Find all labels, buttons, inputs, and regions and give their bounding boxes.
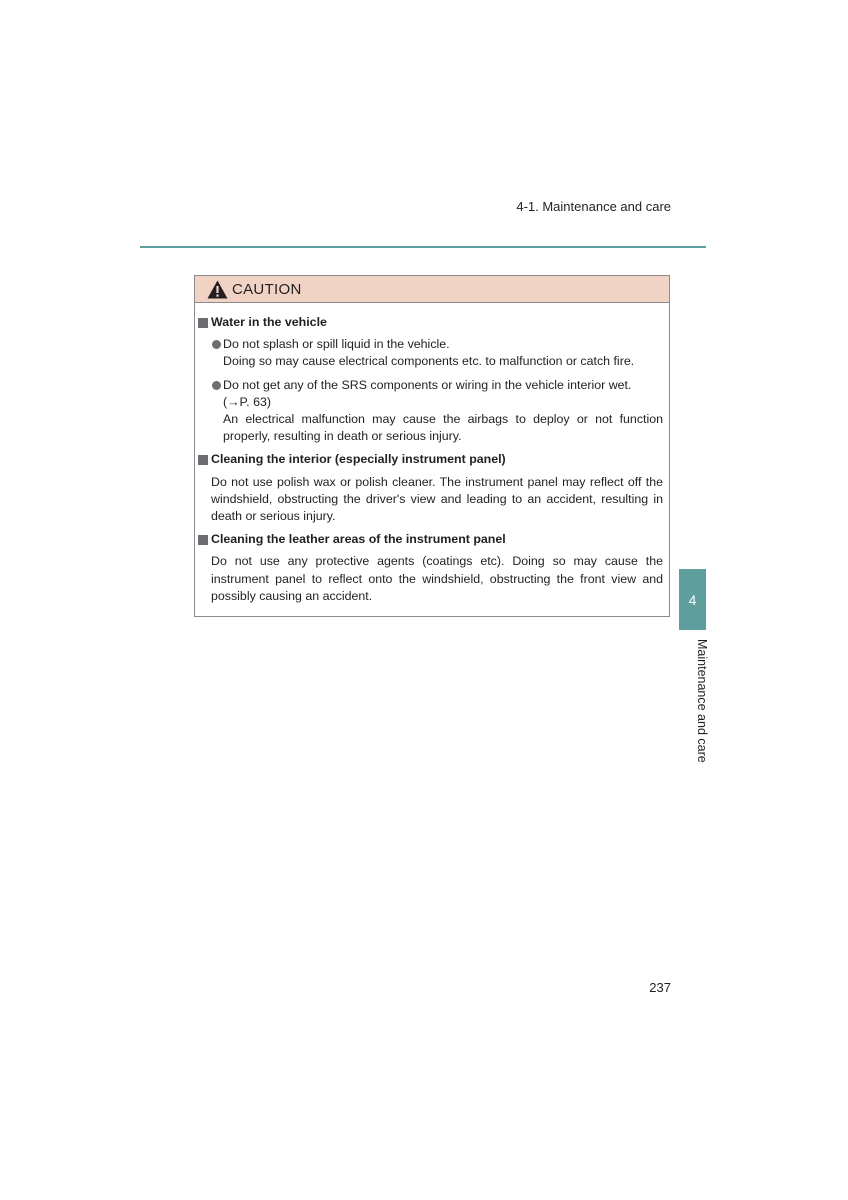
list-item-text: [223, 336, 634, 370]
section-title: [198, 531, 663, 548]
list-item-line: Doing so may cause electrical components etc. to malfunction or catch fire.: [223, 354, 635, 369]
list-item-line: Do not splash or spill liquid in the vehicle.: [223, 337, 450, 352]
list-item: [198, 377, 663, 446]
section-title: [198, 314, 663, 331]
list-item-line: An electrical malfunction may cause the airbags to deploy or not function properly, resulting in death or serious injury.: [223, 412, 663, 444]
section-title-text: Water in the vehicle: [211, 315, 327, 329]
chapter-side-label: Maintenance and care: [695, 639, 709, 763]
caution-label: CAUTION: [232, 280, 302, 298]
square-bullet-icon: [198, 535, 208, 545]
section-title: [198, 451, 663, 468]
section-body: Do not use polish wax or polish cleaner. The instrument panel may reflect off the windshield, obstructing the driver's view and leading to an accident, resulting in death or serious injury.: [211, 474, 663, 524]
page-number: 237: [649, 980, 671, 995]
warning-triangle-icon: [207, 280, 228, 299]
chapter-tab: 4: [679, 569, 706, 630]
header-rule: [140, 246, 706, 248]
round-bullet-icon: [212, 381, 221, 390]
list-item: [198, 336, 663, 370]
header-section-title: 4-1. Maintenance and care: [516, 199, 671, 214]
section-title-text: Cleaning the interior (especially instrument panel): [211, 452, 506, 467]
square-bullet-icon: [198, 318, 208, 328]
caution-content: [195, 303, 669, 605]
list-item-line: Do not get any of the SRS components or wiring in the vehicle interior wet.: [223, 377, 632, 392]
section-title-text: Cleaning the leather areas of the instrument panel: [211, 532, 506, 547]
square-bullet-icon: [198, 455, 208, 465]
list-item-text: [223, 377, 663, 446]
caution-box: [194, 275, 670, 617]
caution-header: [195, 276, 669, 303]
page-reference: (→P. 63): [223, 394, 271, 409]
section-body: Do not use any protective agents (coatings etc). Doing so may cause the instrument panel to reflect onto the windshield, obstructing the front view and possibly causing an accident.: [211, 554, 663, 603]
round-bullet-icon: [212, 340, 221, 349]
